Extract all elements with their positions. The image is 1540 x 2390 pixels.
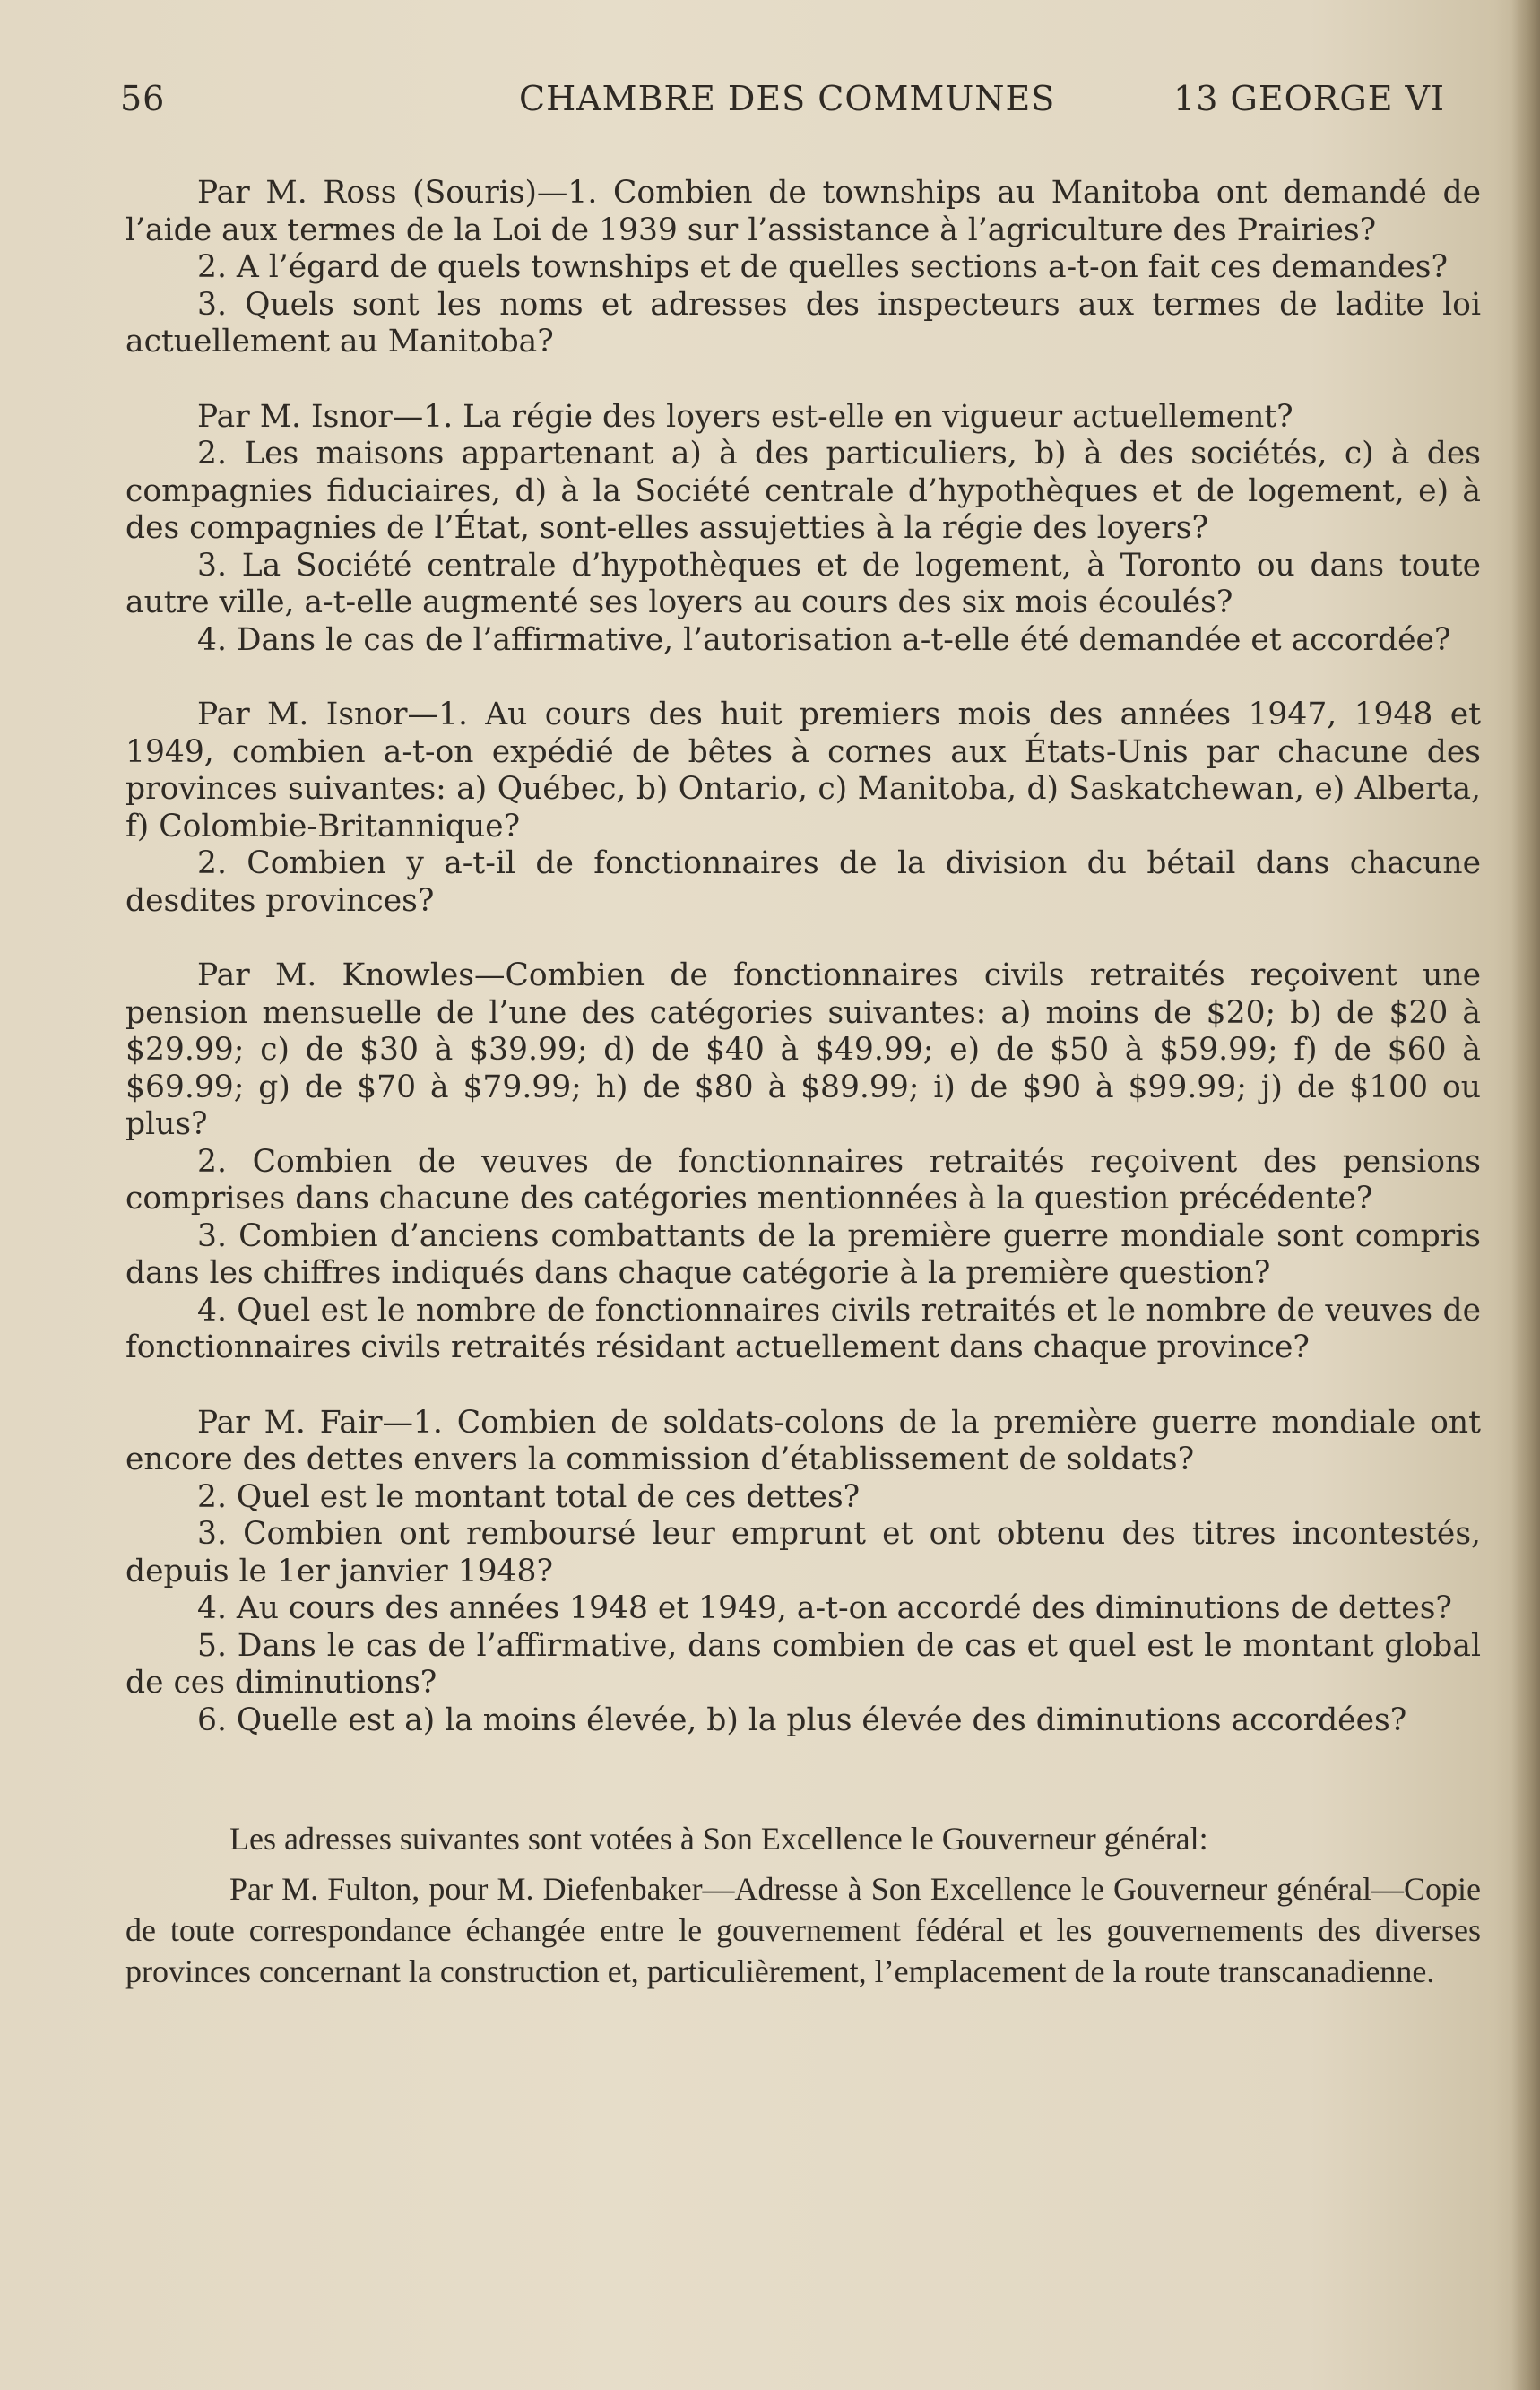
page-body	[125, 175, 1481, 1992]
spacer	[125, 1367, 1481, 1405]
header-session: 13 GEORGE VI	[1173, 79, 1445, 118]
question-knowles	[125, 957, 1481, 1367]
question-paragraph: 4. Dans le cas de l’affirmative, l’autorisation a-t-elle été demandée et accordée?	[197, 621, 1451, 658]
question-paragraph: 3. Combien d’anciens combattants de la première guerre mondiale sont compris dans les chiffres indiqués dans chaque catégorie à la première question?	[125, 1217, 1481, 1291]
question-paragraph: 3. La Société centrale d’hypothèques et de logement, à Toronto ou dans toute autre ville, a-t-elle augmenté ses loyers au cours des six mois écoulés?	[125, 547, 1481, 620]
question-fair	[125, 1405, 1481, 1740]
question-isnor-cattle	[125, 697, 1481, 920]
question-paragraph: 2. Quel est le montant total de ces dettes?	[197, 1478, 861, 1515]
spacer	[125, 920, 1481, 957]
question-paragraph: 3. Quels sont les noms et adresses des inspecteurs aux termes de ladite loi actuellement au Manitoba?	[125, 286, 1481, 359]
question-ross	[125, 175, 1481, 361]
running-header	[120, 79, 1445, 124]
question-paragraph: 4. Quel est le nombre de fonctionnaires civils retraités et le nombre de veuves de fonctionnaires civils retraités résidant actuellement dans chaque province?	[125, 1292, 1481, 1365]
header-title: CHAMBRE DES COMMUNES	[519, 79, 1056, 118]
spacer	[125, 361, 1481, 399]
address-paragraph: Par M. Fulton, pour M. Diefenbaker—Adresse à Son Excellence le Gouverneur général—Copie de toute correspondance échangée entre le gouvernement fédéral et les gouvernements des diverses provinces concernant la construction et, particulièrement, l’emplacement de la route transcanadienne.	[125, 1871, 1481, 1989]
question-paragraph: Par M. Fair—1. Combien de soldats-colons de la première guerre mondiale ont encore des dettes envers la commission d’établissement de soldats?	[125, 1404, 1481, 1477]
question-paragraph: 2. Combien y a-t-il de fonctionnaires de la division du bétail dans chacune desdites provinces?	[125, 845, 1481, 919]
page-number: 56	[120, 79, 166, 118]
page-edge-shadow	[1511, 0, 1540, 2390]
question-paragraph: Par M. Knowles—Combien de fonctionnaires civils retraités reçoivent une pension mensuelle de l’une des catégories suivantes: a) moins de $20; b) de $20 à $29.99; c) de $30 à $39.99; d) de $40 à $49.99; e) de $50 à $59.99; f) de $60 à $69.99; g) de $70 à $79.99; h) de $80 à $89.99; i) de $90 à $99.99; j) de $100 ou plus?	[125, 957, 1481, 1142]
question-paragraph: 3. Combien ont remboursé leur emprunt et ont obtenu des titres incontestés, depuis le 1er janvier 1948?	[125, 1516, 1481, 1589]
question-paragraph: 6. Quelle est a) la moins élevée, b) la plus élevée des diminutions accordées?	[197, 1702, 1407, 1738]
spacer	[125, 1739, 1481, 1818]
question-paragraph: 4. Au cours des années 1948 et 1949, a-t-on accordé des diminutions de dettes?	[197, 1590, 1452, 1626]
address-fulton	[125, 1868, 1481, 1992]
question-paragraph: 2. Les maisons appartenant a) à des particuliers, b) à des sociétés, c) à des compagnies fiduciaires, d) à la Société centrale d’hypothèques et de logement, e) à des compagnies de l’État, sont-elles assujetties à la régie des loyers?	[125, 436, 1481, 546]
question-paragraph: 2. A l’égard de quels townships et de quelles sections a-t-on fait ces demandes?	[197, 249, 1448, 285]
question-paragraph: Par M. Isnor—1. Au cours des huit premiers mois des années 1947, 1948 et 1949, combien a-t-on expédié de bêtes à cornes aux États-Unis par chacune des provinces suivantes: a) Québec, b) Ontario, c) Manitoba, d) Saskatchewan, e) Alberta, f) Colombie-Britannique?	[125, 697, 1481, 844]
question-isnor-rents	[125, 399, 1481, 660]
question-paragraph: 2. Combien de veuves de fonctionnaires retraités reçoivent des pensions comprises dans chacune des catégories mentionnées à la question précédente?	[125, 1143, 1481, 1217]
spacer	[125, 659, 1481, 697]
question-paragraph: Par M. Ross (Souris)—1. Combien de townships au Manitoba ont demandé de l’aide aux termes de la Loi de 1939 sur l’assistance à l’agriculture des Prairies?	[125, 175, 1481, 248]
question-paragraph: 5. Dans le cas de l’affirmative, dans combien de cas et quel est le montant global de ces diminutions?	[125, 1627, 1481, 1701]
addresses-intro: Les adresses suivantes sont votées à Son Excellence le Gouverneur général:	[229, 1821, 1208, 1857]
question-paragraph: Par M. Isnor—1. La régie des loyers est-elle en vigueur actuellement?	[197, 398, 1293, 435]
